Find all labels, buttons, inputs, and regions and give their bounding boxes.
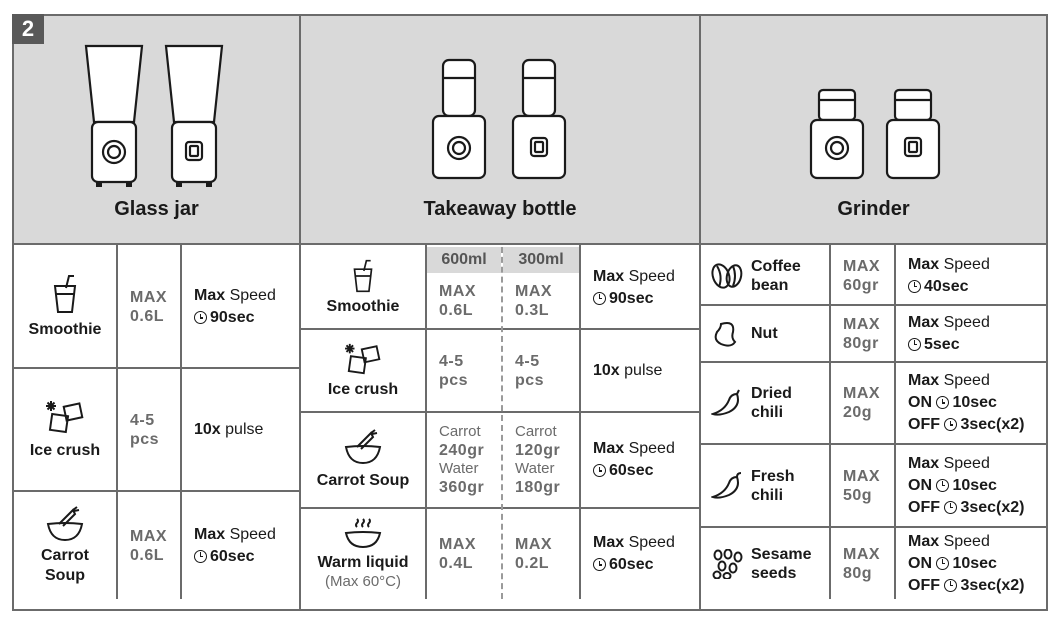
dried-chili-qty-max: MAX [843,385,881,402]
sesame-qty-value: 80g [843,564,873,582]
coffee-label-1: Coffee [751,257,801,275]
section-number-badge: 2 [12,14,44,44]
takeaway-ice-label: Ice crush [327,380,399,398]
speed-text: Speed [229,525,276,543]
takeaway-smoothie-300-value: 0.3L [515,301,550,319]
speed-text: Speed [628,267,675,285]
dried-chili-icon [711,388,743,418]
glass-jar-blender-icon [82,40,232,190]
off-label: OFF [908,576,940,594]
coffee-bean-icon [711,262,743,290]
glass-jar-section [14,16,299,599]
pulse-count: 10x [194,420,221,438]
takeaway-warm-300-value: 0.2L [515,555,550,572]
timer-icon [908,280,921,293]
sesame-label-2: seeds [751,564,797,582]
takeaway-600ml-header: 600ml [427,247,501,273]
takeaway-smoothie-300-max: MAX [515,282,553,300]
takeaway-soup-300-carrot: 120gr [515,442,561,459]
speed-bold: Max [908,532,940,550]
speed-bold: Max [593,534,625,551]
dried-chili-qty-value: 20g [843,404,873,421]
dried-chili-label-1: Dried [751,385,792,402]
sesame-label-1: Sesame [751,545,812,563]
takeaway-bottle-blender-icon [427,56,577,186]
timer-icon [944,501,957,514]
speed-text: Speed [943,255,990,273]
sesame-off-time: 3sec(x2) [960,576,1025,594]
glass-soup-label-2: Soup [45,566,85,584]
takeaway-soup-600-water: 360gr [439,479,485,496]
timer-icon [944,418,957,431]
grinder-dried-chili-row [711,363,829,443]
timer-icon [194,550,207,563]
timer-icon [908,338,921,351]
takeaway-ice-600-unit: pcs [439,371,469,389]
smoothie-cup-icon [351,259,375,293]
takeaway-ice-300-qty: 4-5 [515,352,540,370]
ice-cubes-icon [344,342,382,376]
takeaway-warm-note: (Max 60°C) [324,573,401,590]
carrot-label: Carrot [439,423,481,440]
timer-icon [936,396,949,409]
takeaway-soup-row [301,413,425,507]
timer-icon [593,558,606,571]
takeaway-warm-600-max: MAX [439,536,477,553]
glass-soup-row [14,492,116,599]
takeaway-title: Takeaway bottle [423,198,577,220]
water-label: Water [439,460,479,477]
speed-text: Speed [943,454,990,472]
fresh-chili-off-time: 3sec(x2) [960,498,1025,516]
takeaway-soup-300-water: 180gr [515,479,561,496]
takeaway-warm-600-value: 0.4L [439,555,474,572]
carrot-soup-icon [45,506,85,542]
grinder-section [701,16,1046,599]
on-label: ON [908,394,932,411]
sesame-on-time: 10sec [952,554,997,572]
grinder-blender-icon [805,86,945,186]
grinder-title: Grinder [837,198,910,220]
takeaway-soup-600-carrot: 240gr [439,442,485,459]
glass-smoothie-qty-value: 0.6L [130,308,165,325]
takeaway-soup-label: Carrot Soup [316,472,410,489]
takeaway-soup-time: 60sec [609,462,654,479]
warm-liquid-bowl-icon [343,517,383,549]
on-label: ON [908,476,932,494]
coffee-time: 40sec [924,277,969,295]
sesame-qty-max: MAX [843,545,881,563]
glass-smoothie-qty-max: MAX [130,289,168,306]
glass-ice-unit: pcs [130,430,160,448]
coffee-label-2: bean [751,276,789,294]
blender-usage-table [12,14,1048,611]
off-label: OFF [908,416,940,433]
speed-bold: Max [593,440,625,457]
takeaway-header [301,16,699,245]
speed-bold: Max [908,255,940,273]
speed-text: Speed [943,372,990,389]
speed-bold: Max [908,454,940,472]
grinder-nut-row [711,306,829,361]
ice-cubes-icon [45,399,85,435]
timer-icon [593,292,606,305]
glass-ice-qty: 4-5 [130,411,155,429]
smoothie-cup-icon [52,274,78,314]
takeaway-smoothie-label: Smoothie [326,297,400,315]
fresh-chili-qty-value: 50g [843,486,873,504]
nut-qty-value: 80gr [843,334,879,352]
glass-jar-header [14,16,299,245]
fresh-chili-icon [711,471,743,501]
timer-icon [194,311,207,324]
pulse-text: pulse [624,361,663,379]
on-label: ON [908,554,932,572]
carrot-label: Carrot [515,423,557,440]
pulse-text: pulse [225,420,264,438]
speed-text: Speed [229,287,276,304]
glass-smoothie-label: Smoothie [28,321,102,338]
speed-bold: Max [194,287,226,304]
takeaway-warm-300-max: MAX [515,536,553,553]
takeaway-smoothie-600-value: 0.6L [439,301,474,319]
takeaway-smoothie-600-max: MAX [439,282,477,300]
nut-label: Nut [751,325,778,342]
fresh-chili-on-time: 10sec [952,476,997,494]
timer-icon [593,464,606,477]
takeaway-300ml-header: 300ml [503,247,579,273]
grinder-header [701,16,1046,245]
glass-soup-qty-max: MAX [130,527,168,545]
glass-jar-title: Glass jar [114,198,199,220]
fresh-chili-label-1: Fresh [751,467,795,485]
speed-text: Speed [628,440,675,457]
speed-bold: Max [908,372,940,389]
speed-text: Speed [628,534,675,551]
grinder-coffee-row [711,247,829,304]
dried-chili-label-2: chili [751,404,784,421]
takeaway-smoothie-time: 90sec [609,289,654,307]
takeaway-ice-600-qty: 4-5 [439,352,464,370]
takeaway-bottle-section [301,16,699,599]
timer-icon [944,579,957,592]
dried-chili-on-time: 10sec [952,394,997,411]
timer-icon [936,479,949,492]
speed-bold: Max [908,313,940,331]
glass-soup-qty-value: 0.6L [130,546,165,564]
pulse-count: 10x [593,361,620,379]
glass-smoothie-time: 90sec [210,309,255,326]
coffee-qty-value: 60gr [843,276,879,294]
speed-text: Speed [943,313,990,331]
glass-ice-label: Ice crush [29,441,101,459]
sesame-seeds-icon [711,549,743,579]
fresh-chili-qty-max: MAX [843,467,881,485]
takeaway-smoothie-row [301,247,425,328]
nut-icon [711,320,743,348]
grinder-sesame-row [711,528,829,599]
glass-smoothie-row [14,247,116,367]
speed-bold: Max [593,267,625,285]
coffee-qty-max: MAX [843,257,881,275]
speed-bold: Max [194,525,226,543]
glass-soup-label-1: Carrot [40,546,89,564]
dried-chili-off-time: 3sec(x2) [960,416,1025,433]
takeaway-warm-row [301,509,425,599]
takeaway-warm-label: Warm liquid [317,554,409,571]
takeaway-warm-time: 60sec [609,556,654,573]
nut-qty-max: MAX [843,315,881,333]
water-label: Water [515,460,555,477]
glass-soup-time: 60sec [210,547,255,565]
speed-text: Speed [943,532,990,550]
off-label: OFF [908,498,940,516]
grinder-fresh-chili-row [711,445,829,526]
takeaway-ice-row [301,330,425,411]
carrot-soup-icon [343,429,383,465]
nut-time: 5sec [924,335,960,353]
takeaway-ice-300-unit: pcs [515,371,545,389]
glass-ice-row [14,369,116,490]
timer-icon [936,557,949,570]
fresh-chili-label-2: chili [751,486,784,504]
